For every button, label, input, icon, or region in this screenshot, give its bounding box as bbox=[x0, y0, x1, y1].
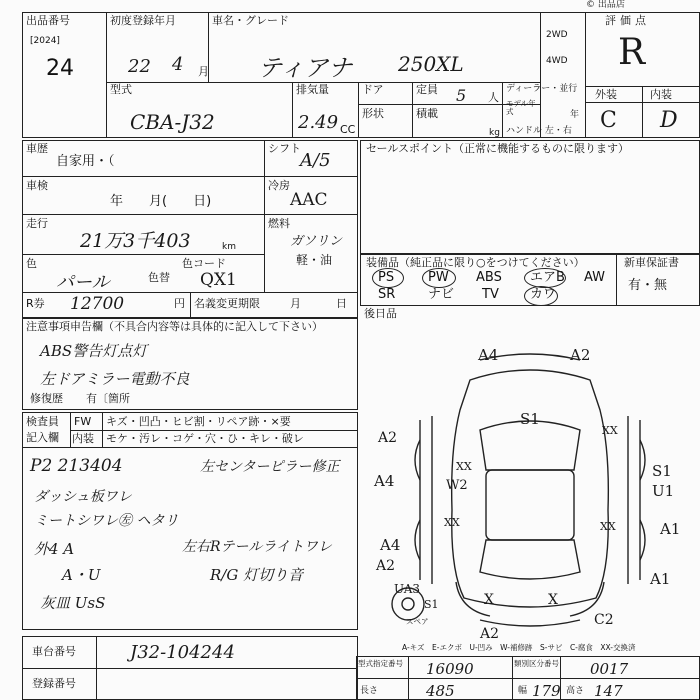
repair-label: 修復歴 bbox=[30, 392, 63, 405]
km-unit: km bbox=[222, 242, 236, 252]
inspector-note-left-1: P2 213404 bbox=[30, 456, 123, 476]
capacity-value: 5 bbox=[456, 86, 467, 105]
diag-label-xx-right: XX bbox=[600, 520, 616, 533]
warranty-label: 新車保証書 bbox=[624, 256, 679, 269]
notes-line2: 左ドアミラー電動不良 bbox=[40, 370, 190, 388]
equip-tv: TV bbox=[482, 287, 499, 302]
diag-label-w2: W2 bbox=[446, 478, 468, 493]
category-value: 0017 bbox=[590, 660, 629, 678]
diagram-legend: A-キズ E-エクボ U-凹み W-補修跡 S-サビ C-腐食 XX-交換済 bbox=[402, 643, 636, 652]
equip-circle-leather bbox=[524, 286, 558, 306]
equip-pw: PW bbox=[428, 270, 449, 285]
capacity-label: 定員 bbox=[416, 83, 438, 96]
equip-abs: ABS bbox=[476, 270, 502, 285]
equip-circle-ps bbox=[372, 268, 404, 288]
diag-label-x-rear-left: X bbox=[484, 592, 494, 608]
height-label: 高さ bbox=[566, 686, 585, 696]
mileage-value: 21万3千403 bbox=[80, 230, 191, 252]
yen-unit: 円 bbox=[174, 297, 185, 310]
equip-circle-airbag bbox=[524, 268, 566, 288]
handle-label: ハンドル 左・右 bbox=[506, 126, 572, 136]
diag-label-a2-bottom: A2 bbox=[480, 626, 500, 642]
diag-label-s1-spare: S1 bbox=[424, 598, 439, 611]
name-limit-label: 名義変更期限 bbox=[194, 297, 260, 310]
recycle-value: 12700 bbox=[70, 294, 125, 314]
chassis-value: J32-104244 bbox=[130, 642, 235, 663]
notes-line1: ABS警告灯点灯 bbox=[40, 342, 148, 360]
recycle-label: R券 bbox=[26, 297, 45, 310]
model-label: 型式 bbox=[110, 83, 132, 96]
color-code: QX1 bbox=[200, 270, 237, 290]
month-label: 月 bbox=[290, 297, 301, 310]
equip-leather: カワ bbox=[530, 287, 557, 302]
diag-label-c2: C2 bbox=[594, 612, 614, 628]
shift-label: シフト bbox=[268, 142, 301, 155]
diag-label-a1-right-2: A1 bbox=[650, 570, 671, 588]
diag-label-u1-right: U1 bbox=[652, 482, 675, 500]
sales-point-box bbox=[360, 140, 700, 254]
inspector-note-left-4: 外4 A bbox=[34, 540, 75, 558]
person-unit: 人 bbox=[488, 91, 499, 104]
diag-label-a2-bottom-left: A2 bbox=[376, 558, 396, 574]
diag-label-a2-top: A2 bbox=[570, 346, 591, 364]
shift-value: A/5 bbox=[300, 150, 331, 171]
equipment-title: 装備品（純正品に限り○をつけてください） bbox=[366, 256, 585, 269]
day-label: 日 bbox=[336, 297, 347, 310]
diag-label-s1-roof: S1 bbox=[520, 410, 540, 428]
inspector-row2-code: 内装 bbox=[72, 432, 94, 445]
dealer-label: ディーラー・並行 bbox=[506, 84, 578, 94]
lot-label: 出品番号 bbox=[26, 14, 70, 27]
fuel-label: 燃料 bbox=[268, 217, 290, 230]
inspector-row2-text: モケ・汚レ・コゲ・穴・ひ・キレ・破レ bbox=[106, 432, 304, 445]
designation-value: 16090 bbox=[426, 660, 474, 678]
inspector-note-left-2: ダッシュ板ワレ bbox=[34, 489, 132, 505]
car-outline bbox=[392, 354, 645, 626]
interior-grade: D bbox=[660, 108, 678, 133]
length-label: 長さ bbox=[360, 686, 379, 696]
displacement-label: 排気量 bbox=[296, 83, 329, 96]
ac-label: 冷房 bbox=[268, 179, 290, 192]
inspector-row1-code: FW bbox=[74, 415, 92, 428]
inspector-note-right-1: 左センターピラー修正 bbox=[200, 459, 340, 475]
equip-aw: AW bbox=[584, 270, 606, 285]
warranty-value: 有・無 bbox=[628, 278, 668, 293]
first-reg-month: 4 bbox=[172, 54, 184, 75]
inspector-note-right-3: R/G 灯切り音 bbox=[210, 566, 304, 584]
cc-unit: CC bbox=[340, 123, 356, 136]
inspection-label: 車検 bbox=[26, 179, 48, 192]
diag-label-xx-center: XX bbox=[456, 460, 472, 473]
diag-label-a4-top: A4 bbox=[478, 346, 499, 364]
model-code: CBA-J32 bbox=[130, 110, 215, 134]
exterior-grade: C bbox=[600, 108, 617, 133]
model-year-label: モデル年式 bbox=[506, 99, 536, 116]
inspector-note-left-3: ミートシワレ㊧ ヘタリ bbox=[34, 513, 179, 529]
stamp: © 出品店 bbox=[586, 0, 625, 10]
diag-label-xx-right-top: XX bbox=[602, 424, 618, 437]
inspector-note-left-6: 灰皿 UsS bbox=[40, 594, 106, 612]
grade: 250XL bbox=[398, 52, 464, 76]
diag-label-a4-bottom-left: A4 bbox=[380, 536, 401, 554]
door-label: ドア bbox=[362, 83, 384, 96]
equip-circle-pw bbox=[422, 268, 456, 288]
lot-number: 24 bbox=[46, 56, 74, 81]
category-label: 類別区分番号 bbox=[514, 659, 559, 668]
inspection-value: 年 月( 日) bbox=[110, 194, 212, 209]
eval-score: R bbox=[618, 32, 646, 73]
diag-label-ua3: UA3 bbox=[394, 582, 421, 596]
reg-label: 登録番号 bbox=[32, 677, 76, 690]
color-code-label: 色コード bbox=[182, 257, 226, 270]
diag-label-a1-right-1: A1 bbox=[660, 520, 681, 538]
diag-label-s1-right: S1 bbox=[652, 462, 672, 480]
shape-label: 形状 bbox=[362, 107, 384, 120]
equip-airbag: エアB bbox=[530, 270, 565, 285]
first-reg-label: 初度登録年月 bbox=[110, 14, 176, 27]
equip-navi: ナビ bbox=[428, 287, 455, 302]
repair-value: 有〔箇所 bbox=[86, 392, 130, 405]
interior-label: 内装 bbox=[650, 88, 672, 101]
notes-title: 注意事項申告欄（不具合内容等は具体的に記入して下さい） bbox=[26, 320, 323, 333]
color-label: 色 bbox=[26, 257, 37, 270]
inspector-row1-text: キズ・凹凸・ヒビ割・リペア跡・×要 bbox=[106, 415, 291, 428]
height-value: 147 bbox=[594, 682, 623, 700]
twowd-label: 2WD bbox=[546, 30, 568, 40]
fuel-alt: 軽・油 bbox=[296, 253, 333, 267]
fuel-value: ガソリン bbox=[290, 234, 343, 249]
exterior-label: 外装 bbox=[595, 88, 617, 101]
width-label: 幅 bbox=[518, 686, 528, 696]
year-unit: 年 bbox=[570, 110, 580, 120]
diag-label-a2-left: A2 bbox=[378, 430, 398, 446]
equip-sr: SR bbox=[378, 287, 396, 302]
kg-unit: kg bbox=[489, 128, 500, 138]
header-frame bbox=[22, 12, 700, 138]
month-suffix: 月 bbox=[198, 65, 209, 78]
designation-label: 型式指定番号 bbox=[358, 659, 403, 668]
first-reg-year: 22 bbox=[128, 56, 151, 77]
eval-label: 評価点 bbox=[605, 14, 650, 27]
ac-value: AAC bbox=[290, 190, 328, 210]
length-value: 485 bbox=[426, 682, 455, 700]
car-name: ティアナ bbox=[258, 54, 353, 82]
inspector-label-2: 記入欄 bbox=[26, 431, 59, 444]
name-label: 車名・グレード bbox=[212, 14, 289, 27]
color-no-label: 色替 bbox=[148, 271, 170, 284]
usage-label: 車歴 bbox=[26, 142, 48, 155]
diag-label-x-rear-right: X bbox=[548, 592, 558, 608]
inspector-note-right-2: 左右Rテールライトワレ bbox=[182, 539, 332, 555]
fourwd-label: 4WD bbox=[546, 56, 568, 66]
displacement-value: 2.49 bbox=[298, 112, 339, 133]
inspector-note-left-5: A・U bbox=[62, 566, 101, 584]
lot-prefix: [2024] bbox=[30, 36, 60, 46]
width-value: 179 bbox=[532, 682, 561, 700]
chassis-label: 車台番号 bbox=[32, 645, 76, 658]
load-label: 積載 bbox=[416, 107, 438, 120]
color-value: パール bbox=[56, 272, 110, 293]
spare-label: スペア bbox=[406, 617, 429, 626]
inspector-label-1: 検査員 bbox=[26, 415, 59, 428]
after-label: 後日品 bbox=[364, 307, 397, 320]
mileage-label: 走行 bbox=[26, 217, 48, 230]
sales-point-title: セールスポイント（正常に機能するものに限ります） bbox=[366, 142, 630, 155]
usage-value: 自家用・（ bbox=[56, 154, 115, 169]
equip-ps: PS bbox=[378, 270, 395, 285]
diag-label-a4-left: A4 bbox=[374, 472, 395, 490]
diag-label-xx-left: XX bbox=[444, 516, 460, 529]
